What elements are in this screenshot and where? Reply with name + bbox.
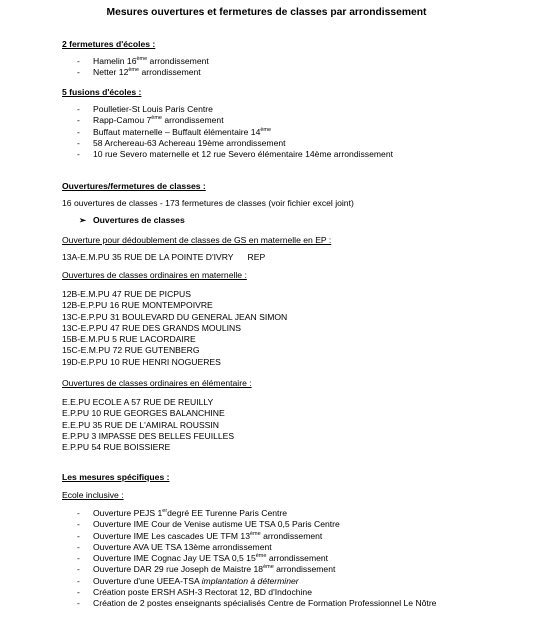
list-item: 15C-E.M.PU 72 RUE GUTENBERG <box>62 345 200 356</box>
maternelle-heading: Ouvertures de classes ordinaires en maternelle : <box>62 270 247 280</box>
fusions-heading: 5 fusions d'écoles : <box>62 87 142 97</box>
list-item: - Création de 2 postes enseignants spécialisés Centre de Formation Professionnel Le Nôtre <box>77 598 437 609</box>
list-item: - Ouverture IME Les cascades UE TFM 13ème arrondissement <box>77 530 323 541</box>
ecole-inclusive-heading: Ecole inclusive : <box>62 490 124 500</box>
list-item: - Ouverture DAR 29 rue Joseph de Maistre 18ème arrondissement <box>77 564 336 575</box>
list-item: - Ouverture IME Cognac Jay UE TSA 0,5 15ème arrondissement <box>77 553 329 564</box>
list-item: 13C-E.P.PU 31 BOULEVARD DU GENERAL JEAN SIMON <box>62 311 288 322</box>
list-item: - Netter 12ème arrondissement <box>77 67 201 78</box>
list-item: - Poulletier-St Louis Paris Centre <box>77 104 213 114</box>
list-item: 12B-E.M.PU 47 RUE DE PICPUS <box>62 289 191 299</box>
list-item: - Ouverture PEJS 1erdegré EE Turenne Paris Centre <box>77 508 288 518</box>
list-item: - Hamelin 16ème arrondissement <box>77 56 209 66</box>
elementaire-list <box>62 397 234 453</box>
gs-line: 13A-E.M.PU 35 RUE DE LA POINTE D'IVRY REP <box>62 252 266 262</box>
elementaire-heading: Ouvertures de classes ordinaires en élémentaire : <box>62 378 252 388</box>
list-item: E.P.PU 54 RUE BOISSIERE <box>62 442 171 453</box>
document-title: Mesures ouvertures et fermetures de classes par arrondissement <box>106 7 427 18</box>
list-item: - 10 rue Severo maternelle et 12 rue Severo élémentaire 14ème arrondissement <box>77 149 393 160</box>
list-item: 19D-E.P.PU 10 RUE HENRI NOGUERES <box>62 356 221 367</box>
maternelle-list <box>62 289 287 368</box>
list-item: - 58 Archereau-63 Achereau 19ème arrondissement <box>77 137 286 148</box>
gs-heading: Ouverture pour dédoublement de classes de GS en maternelle en EP : <box>62 235 332 245</box>
list-item: 12B-E.P.PU 16 RUE MONTEMPOIVRE <box>62 300 213 311</box>
arrow-bullet-icon: ➢ <box>79 215 87 225</box>
list-item: E.E.PU ECOLE A 57 RUE DE REUILLY <box>62 397 214 407</box>
list-item: E.P.PU 3 IMPASSE DES BELLES FEUILLES <box>62 430 235 441</box>
rep-tag: REP <box>247 252 266 262</box>
fermetures-list <box>77 56 209 79</box>
list-item: E.P.PU 10 RUE GEORGES BALANCHINE <box>62 408 225 419</box>
ouvertures-subheading: ➢ Ouvertures de classes <box>79 215 185 225</box>
list-item: - Ouverture AVA UE TSA 13ème arrondissement <box>77 541 272 552</box>
list-item: - Création poste ERSH ASH-3 Rectorat 12, BD d'Indochine <box>77 587 312 598</box>
list-item: - Rapp-Camou 7ème arrondissement <box>77 115 224 126</box>
list-item: - Buffaut maternelle – Buffault élémentaire 14ème <box>77 126 272 137</box>
ouvertures-heading: Ouvertures/fermetures de classes : <box>62 181 206 191</box>
list-item: 13C-E.P.PU 47 RUE DES GRANDS MOULINS <box>62 322 241 333</box>
list-item: 15B-E.M.PU 5 RUE LACORDAIRE <box>62 334 196 345</box>
list-item: E.E.PU 35 RUE DE L'AMIRAL ROUSSIN <box>62 419 220 430</box>
fusions-list <box>77 104 393 160</box>
list-item: - Ouverture IME Cour de Venise autisme UE TSA 0,5 Paris Centre <box>77 519 340 530</box>
ouvertures-summary: 16 ouvertures de classes - 173 fermetures de classes (voir fichier excel joint) <box>62 198 354 208</box>
specifiques-list <box>77 508 436 610</box>
specifiques-heading: Les mesures spécifiques : <box>62 472 170 482</box>
list-item: - Ouverture d'une UEEA-TSA implantation à déterminer <box>77 575 299 586</box>
fermetures-heading: 2 fermetures d'écoles : <box>62 39 156 49</box>
